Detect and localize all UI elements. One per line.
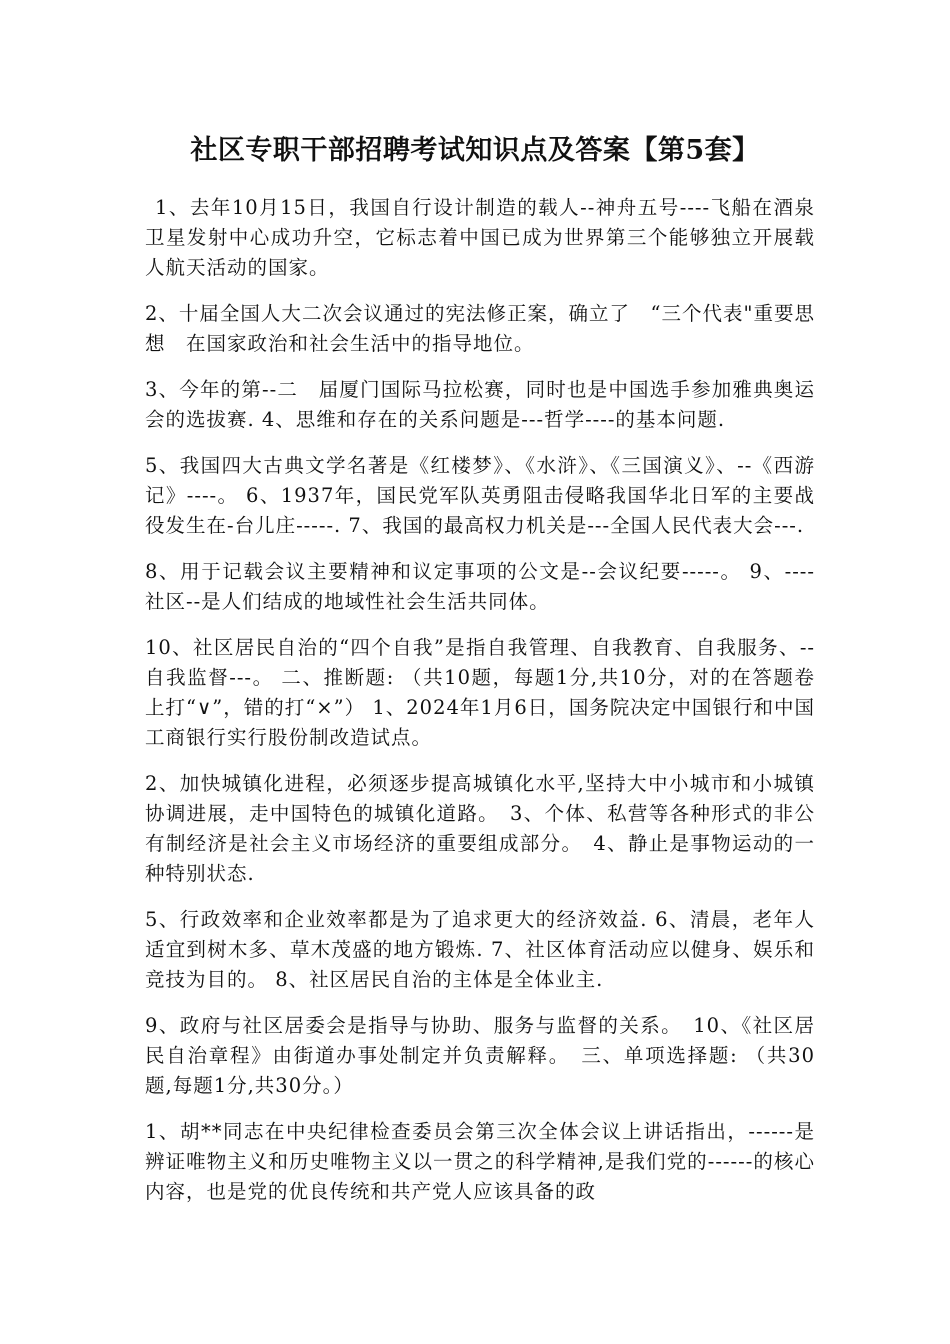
paragraph: 1、胡**同志在中央纪律检查委员会第三次全体会议上讲话指出，------是辨证唯物主义和历史唯物主义以一贯之的科学精神,是我们党的------的核心内容，也是党的优良传统和共产党人应该具备的政 [145, 1120, 815, 1203]
paragraph: 2、十届全国人大二次会议通过的宪法修正案，确立了 “三个代表"重要思想 在国家政治和社会生活中的指导地位。 [145, 302, 815, 355]
document-body [145, 193, 815, 1223]
paragraph: 2、加快城镇化进程，必须逐步提高城镇化水平,坚持大中小城市和小城镇协调进展，走中国特色的城镇化道路。 3、个体、私营等各种形式的非公有制经济是社会主义市场经济的重要组成部分。 4、静止是事物运动的一种特别状态. [145, 772, 815, 885]
paragraph: 8、用于记载会议主要精神和议定事项的公文是--会议纪要-----。 9、----社区--是人们结成的地域性社会生活共同体。 [145, 560, 815, 613]
paragraph: 10、社区居民自治的“四个自我”是指自我管理、自我教育、自我服务、--自我监督---。 二、推断题: （共10题，每题1分,共10分，对的在答题卷上打“∨”，错的打“×”） 1、2024年1月6日，国务院决定中国银行和中国工商银行实行股份制改造试点。 [145, 636, 815, 749]
paragraph: 9、政府与社区居委会是指导与协助、服务与监督的关系。 10、《社区居民自治章程》由街道办事处制定并负责解释。 三、单项选择题: （共30题,每题1分,共30分。） [145, 1014, 815, 1097]
paragraph: 3、今年的第--二 届厦门国际马拉松赛，同时也是中国选手参加雅典奥运会的选拔赛. 4、思维和存在的关系问题是---哲学----的基本问题. [145, 378, 815, 431]
document-title: 社区专职干部招聘考试知识点及答案【第5套】 [190, 135, 760, 166]
paragraph: 1、去年10月15日，我国自行设计制造的载人--神舟五号----飞船在酒泉卫星发射中心成功升空，它标志着中国已成为世界第三个能够独立开展载人航天活动的国家。 [145, 196, 815, 279]
paragraph: 5、行政效率和企业效率都是为了追求更大的经济效益. 6、清晨，老年人适宜到树木多、草木茂盛的地方锻炼. 7、社区体育活动应以健身、娱乐和竞技为目的。 8、社区居民自治的主体是全体业主. [145, 908, 815, 991]
paragraph: 5、我国四大古典文学名著是《红楼梦》、《水浒》、《三国演义》、--《西游记》----。 6、1937年，国民党军队英勇阻击侵略我国华北日军的主要战役发生在-台儿庄-----. 7、我国的最高权力机关是---全国人民代表大会---. [145, 454, 815, 537]
